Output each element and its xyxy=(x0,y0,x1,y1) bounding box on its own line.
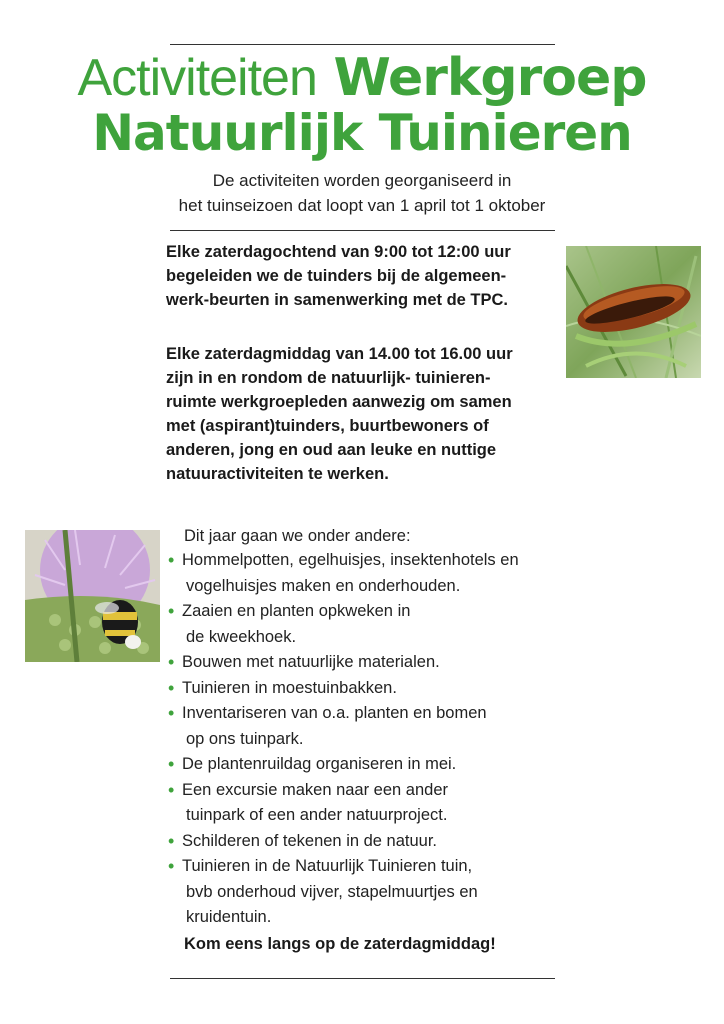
bullet-icon: • xyxy=(168,830,175,851)
bumblebee-illustration xyxy=(25,530,160,662)
paragraph-line: ruimte werkgroepleden aanwezig om samen xyxy=(166,393,512,411)
list-item-line: Zaaien en planten opkweken in xyxy=(182,602,411,620)
bullet-icon: • xyxy=(168,601,175,621)
paragraph-line: zijn in en rondom de natuurlijk- tuinieren- xyxy=(166,369,491,387)
list-item-line: Bouwen met natuurlijke materialen. xyxy=(182,653,440,671)
list-item-line: Tuinieren in de Natuurlijk Tuinieren tuin, xyxy=(182,857,473,875)
bottom-divider xyxy=(170,978,555,979)
list-item xyxy=(168,676,588,702)
list-item xyxy=(168,778,588,829)
list-item-line: op ons tuinpark. xyxy=(186,729,304,748)
subtitle-line: De activiteiten worden georganiseerd in xyxy=(212,171,512,190)
bullet-icon: • xyxy=(168,703,175,723)
paragraph-line: anderen, jong en oud aan leuke en nuttige xyxy=(166,441,497,459)
list-item-line: tuinpark of een ander natuurproject. xyxy=(186,806,448,824)
saturday-afternoon-paragraph xyxy=(166,342,546,486)
list-item xyxy=(168,829,588,855)
paragraph-line: Elke zaterdagochtend van 9:00 tot 12:00 uur xyxy=(166,243,511,261)
title-word-activiteiten: Activiteiten xyxy=(77,49,317,107)
list-item-line: kruidentuin. xyxy=(186,908,272,926)
list-item-line: Tuinieren in moestuinbakken. xyxy=(182,678,397,697)
paragraph-line: Elke zaterdagmiddag van 14.00 tot 16.00 uur xyxy=(166,345,513,363)
page-title-line1 xyxy=(0,48,724,108)
list-item-line: bvb onderhoud vijver, stapelmuurtjes en xyxy=(186,882,478,901)
subtitle xyxy=(0,168,724,218)
title-word-werkgroep: Werkgroep xyxy=(333,48,647,108)
bullet-icon: • xyxy=(168,754,175,774)
page-title-line2: Natuurlijk Tuinieren xyxy=(92,104,632,162)
caterpillar-photo xyxy=(566,246,701,378)
list-item-line: Hommelpotten, egelhuisjes, insektenhotels en xyxy=(182,551,519,569)
closing-call-to-action: Kom eens langs op de zaterdagmiddag! xyxy=(184,935,496,953)
list-item xyxy=(168,701,588,752)
caterpillar-illustration xyxy=(566,246,701,378)
list-item xyxy=(168,599,588,650)
bullet-icon: • xyxy=(168,652,175,672)
list-item xyxy=(168,650,588,676)
list-item xyxy=(168,854,588,931)
bullet-icon: • xyxy=(168,677,175,698)
bullet-icon: • xyxy=(168,550,175,570)
list-intro: Dit jaar gaan we onder andere: xyxy=(184,527,411,545)
list-item-line: Schilderen of tekenen in de natuur. xyxy=(182,831,438,850)
list-item xyxy=(168,548,588,599)
bullet-icon: • xyxy=(168,779,175,800)
list-item-line: Inventariseren van o.a. planten en bomen xyxy=(182,704,487,722)
subtitle-line: het tuinseizoen dat loopt van 1 april tot 1 oktober xyxy=(178,196,546,215)
paragraph-line: natuuractiviteiten te werken. xyxy=(166,465,389,483)
paragraph-line: begeleiden we de tuinders bij de algemeen- xyxy=(166,267,507,285)
list-item xyxy=(168,752,588,778)
paragraph-line: werk-beurten in samenwerking met de TPC. xyxy=(166,291,509,309)
subtitle-divider xyxy=(170,230,555,231)
bullet-icon: • xyxy=(168,856,175,876)
activities-list xyxy=(168,548,588,931)
list-item-line: vogelhuisjes maken en onderhouden. xyxy=(186,576,461,595)
saturday-morning-paragraph xyxy=(166,240,546,312)
top-divider xyxy=(170,44,555,45)
list-item-line: De plantenruildag organiseren in mei. xyxy=(182,755,457,773)
list-item-line: Een excursie maken naar een ander xyxy=(182,780,448,799)
list-item-line: de kweekhoek. xyxy=(186,627,297,646)
bumblebee-photo xyxy=(25,530,160,662)
paragraph-line: met (aspirant)tuinders, buurtbewoners of xyxy=(166,417,489,435)
